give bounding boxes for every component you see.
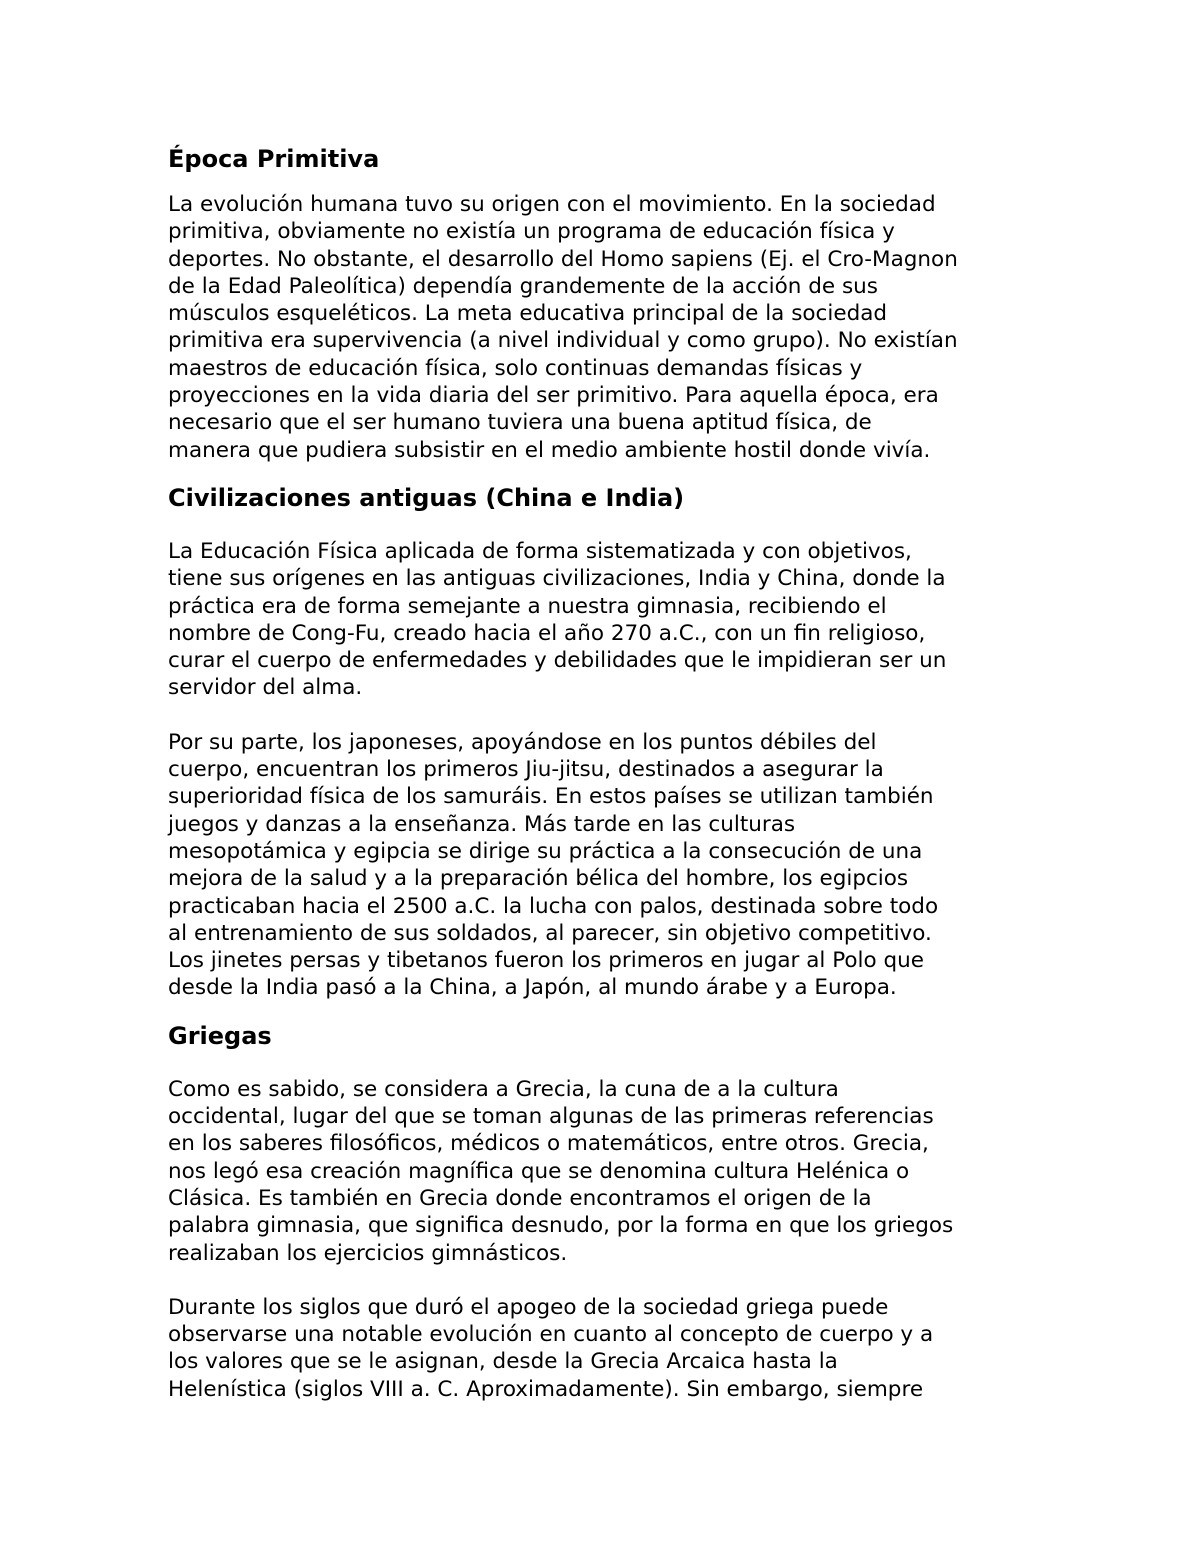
text-line: al entrenamiento de sus soldados, al parecer, sin objetivo competitivo.: [168, 920, 932, 946]
text-line: en los saberes filosóficos, médicos o matemáticos, entre otros. Grecia,: [168, 1131, 929, 1157]
text-line: primitiva era supervivencia (a nivel individual y como grupo). No existían: [168, 328, 958, 354]
text-line: de la Edad Paleolítica) dependía grandemente de la acción de sus: [168, 273, 878, 299]
text-line: Helenística (siglos VIII a. C. Aproximadamente). Sin embargo, siempre: [168, 1376, 924, 1402]
paragraph-epoca-primitiva: [168, 191, 1048, 464]
text-line: La Educación Física aplicada de forma sistematizada y con objetivos,: [168, 538, 912, 564]
text-line: La evolución humana tuvo su origen con el movimiento. En la sociedad: [168, 192, 936, 217]
document-page: [168, 140, 1048, 1403]
section-heading-griegas: Griegas: [168, 1021, 272, 1050]
text-line: tiene sus orígenes en las antiguas civilizaciones, India y China, donde la: [168, 566, 946, 592]
text-line: superioridad física de los samuráis. En estos países se utilizan también: [168, 784, 934, 810]
text-line: nombre de Cong-Fu, creado hacia el año 270 a.C., con un fin religioso,: [168, 620, 926, 646]
text-line: Como es sabido, se considera a Grecia, la cuna de a la cultura: [168, 1076, 839, 1102]
text-line: occidental, lugar del que se toman algunas de las primeras referencias: [168, 1104, 934, 1130]
text-line: Clásica. Es también en Grecia donde encontramos el origen de la: [168, 1185, 872, 1211]
text-line: cuerpo, encuentran los primeros Jiu-jitsu, destinados a asegurar la: [168, 757, 884, 783]
text-line: desde la India pasó a la China, a Japón, al mundo árabe y a Europa.: [168, 975, 897, 1001]
text-line: Los jinetes persas y tibetanos fueron los primeros en jugar al Polo que: [168, 948, 925, 974]
text-line: servidor del alma.: [168, 675, 363, 701]
text-line: músculos esqueléticos. La meta educativa principal de la sociedad: [168, 301, 888, 327]
text-line: realizaban los ejercicios gimnásticos.: [168, 1240, 568, 1266]
paragraph-civilizaciones-1: [168, 538, 1048, 702]
text-line: Durante los siglos que duró el apogeo de la sociedad griega puede: [168, 1294, 889, 1320]
section-heading-epoca-primitiva: Época Primitiva: [168, 145, 380, 173]
text-line: práctica era de forma semejante a nuestra gimnasia, recibiendo el: [168, 593, 887, 619]
text-line: juegos y danzas a la enseñanza. Más tarde en las culturas: [168, 811, 796, 837]
text-line: maestros de educación física, solo continuas demandas físicas y: [168, 355, 863, 381]
paragraph-griegas-1: [168, 1076, 1048, 1267]
text-line: observarse una notable evolución en cuanto al concepto de cuerpo y a: [168, 1322, 934, 1348]
text-line: mesopotámica y egipcia se dirige su práctica a la consecución de una: [168, 838, 923, 864]
text-line: los valores que se le asignan, desde la Grecia Arcaica hasta la: [168, 1349, 838, 1375]
text-line: mejora de la salud y a la preparación bélica del hombre, los egipcios: [168, 866, 909, 892]
text-line: palabra gimnasia, que significa desnudo, por la forma en que los griegos: [168, 1213, 954, 1239]
text-line: curar el cuerpo de enfermedades y debilidades que le impidieran ser un: [168, 648, 947, 674]
text-line: nos legó esa creación magnífica que se denomina cultura Helénica o: [168, 1158, 910, 1184]
text-line: primitiva, obviamente no existía un programa de educación física y: [168, 219, 895, 245]
section-heading-civilizaciones-antiguas: Civilizaciones antiguas (China e India): [168, 483, 685, 512]
text-line: practicaban hacia el 2500 a.C. la lucha con palos, destinada sobre todo: [168, 893, 939, 919]
text-line: deportes. No obstante, el desarrollo del Homo sapiens (Ej. el Cro-Magnon: [168, 246, 958, 272]
paragraph-griegas-2: [168, 1294, 1048, 1403]
paragraph-civilizaciones-2: [168, 729, 1048, 1002]
text-line: manera que pudiera subsistir en el medio ambiente hostil donde vivía.: [168, 437, 931, 463]
text-line: necesario que el ser humano tuviera una buena aptitud física, de: [168, 410, 872, 436]
text-line: proyecciones en la vida diaria del ser primitivo. Para aquella época, era: [168, 383, 939, 409]
text-line: Por su parte, los japoneses, apoyándose en los puntos débiles del: [168, 729, 877, 755]
